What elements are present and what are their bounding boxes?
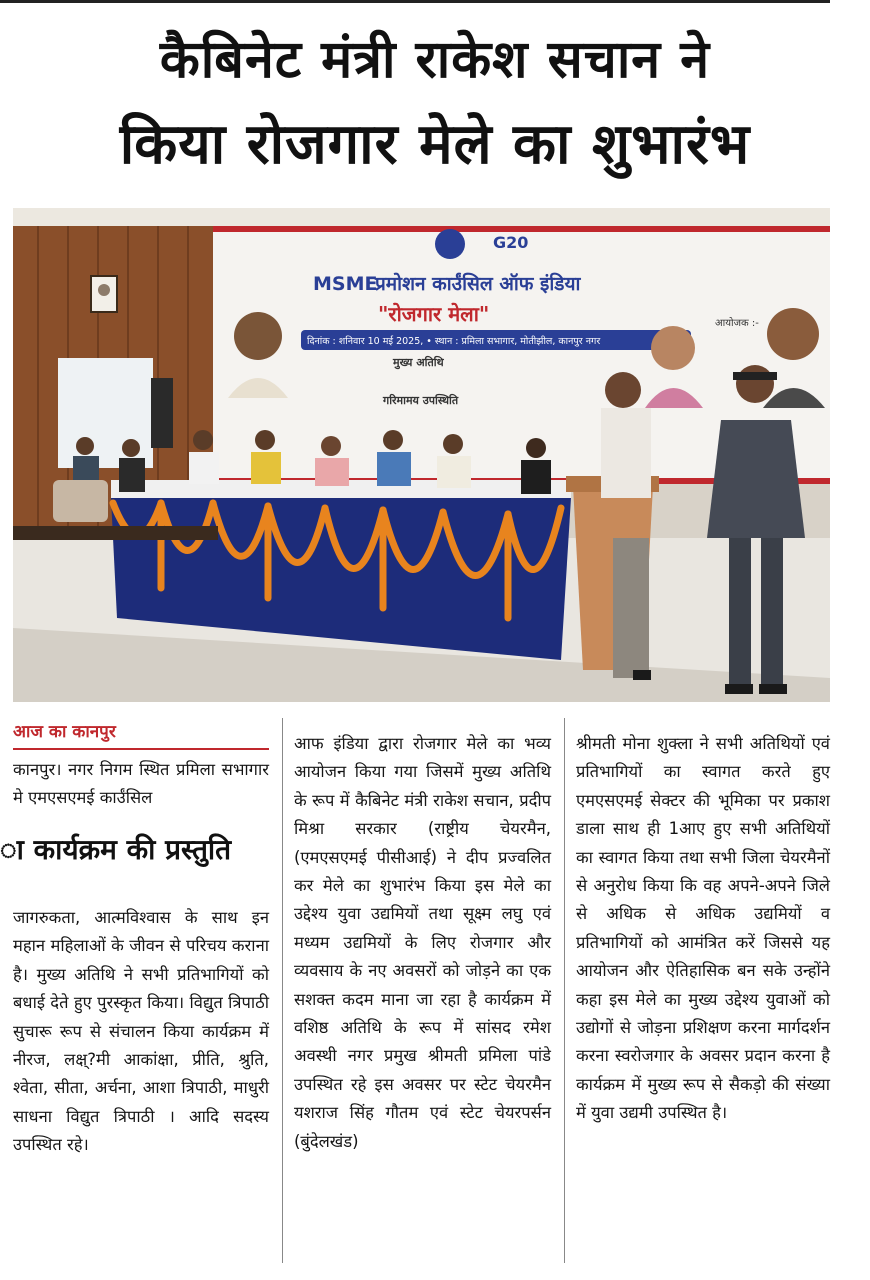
g20-logo: G20 xyxy=(493,233,529,252)
banner-title: प्रमोशन कार्उंसिल ऑफ इंडिया xyxy=(375,273,581,295)
subheading: ा कार्यक्रम की प्रस्तुति xyxy=(0,833,232,866)
headline-line-1: कैबिनेट मंत्री राकेश सचान ने xyxy=(159,30,711,90)
column-3-paragraph: श्रीमती मोना शुक्ला ने सभी अतिथियों एवं प्रतिभागियों का स्वागत करते हुए एमएसएमई सेक्टर की भूमिका पर प्रकाश डाला साथ ही 1आए हुए सभी अतिथियों का स्वागत किया तथा सभी जिला चेयरमैनों से अनुरोध किया कि वह अपने-अपने जिले से अधिक से अधिक उद्यमियों व प्रतिभागियों को आमंत्रित करें जिससे यह आयोजन और ऐतिहासिक बन सके उन्होंने कहा इस मेले का मुख्य उद्देश्य युवाओं को उद्योगों से जोड़ना प्रशिक्षण करना मार्गदर्शन करना स्वरोजगार के अवसर प्रदान करना है कार्यक्रम में मुख्य रूप से सैकड़ो की संख्या में युवा उद्यमी उपस्थित है। xyxy=(576,734,830,1123)
column-1-paragraph: जागरुकता, आत्मविश्वास के साथ इन महान महिलाओं के जीवन से परिचय कराना है। मुख्य अतिथि ने सभी प्रतिभागियों को बधाई देते हुए पुरस्कृत किया। विद्युत त्रिपाठी सुचारू रूप से संचालन किया कार्यक्रम में नीरज, लक्ष्?मी आकांक्षा, प्रीति, श्रुति, श्वेता, सीता, अर्चना, आशा त्रिपाठी, माधुरी साधना विद्युत त्रिपाठी । आदि सदस्य उपस्थित रहे। xyxy=(13,908,269,1155)
event-photo-illustration xyxy=(13,208,830,702)
banner-subtitle: "रोजगार मेला" xyxy=(378,302,490,326)
event-photo xyxy=(13,208,830,702)
article-intro xyxy=(13,756,269,813)
sofa xyxy=(53,480,108,522)
intro-paragraph: कानपुर। नगर निगम स्थित प्रमिला सभागार मे एमएसएमई कार्उंसिल xyxy=(13,760,269,808)
column-divider-2 xyxy=(564,718,565,1263)
top-rule xyxy=(0,0,830,3)
speaker xyxy=(151,378,173,448)
banner-date: दिनांक : शनिवार 10 मई 2025, • स्थान : प्रमिला सभागार, मोतीझील, कानपुर नगर xyxy=(307,336,601,347)
banner-chief-guests: मुख्य अतिथि xyxy=(393,356,444,369)
banner-org: MSME xyxy=(313,273,378,295)
column-2-paragraph: आफ इंडिया द्वारा रोजगार मेले का भव्य आयोजन किया गया जिसमें मुख्य अतिथि के रूप में कैबिनेट मंत्री राकेश सचान, प्रदीप मिश्रा सरकार (राष्ट्रीय चेयरमैन, (एमएसएमई पीसीआई) ने दीप प्रज्वलित कर मेले का शुभारंभ किया इस मेले का उद्देश्य युवा उद्यमियों तथा सूक्ष्म लघु एवं मध्यम उद्यमियों के लिए रोजगार और व्यवसाय के नए अवसरों को जोड़ने का एक सशक्त कदम माना जा रहा है कार्यक्रम में वशिष्ठ अतिथि के रूप में सांसद रमेश अवस्थी नगर प्रमुख श्रीमती प्रमिला पांडे उपस्थित रहे इस अवसर पर स्टेट चेयरमैन यशराज सिंह गौतम एवं स्टेट चेयरपर्सन (बुंदेलखंड) xyxy=(294,734,551,1151)
article-column-2 xyxy=(294,730,551,1156)
article-column-3 xyxy=(576,730,830,1128)
column-divider-1 xyxy=(282,718,283,1263)
headline-line-2: किया रोजगार मेले का शुभारंभ xyxy=(119,112,751,177)
article-column-1 xyxy=(13,904,269,1160)
section-tag: आज का कानपुर xyxy=(13,718,269,750)
banner-dignitaries: गरिमामय उपस्थिति xyxy=(383,394,459,407)
banner-organizer: आयोजक :- xyxy=(715,318,759,329)
